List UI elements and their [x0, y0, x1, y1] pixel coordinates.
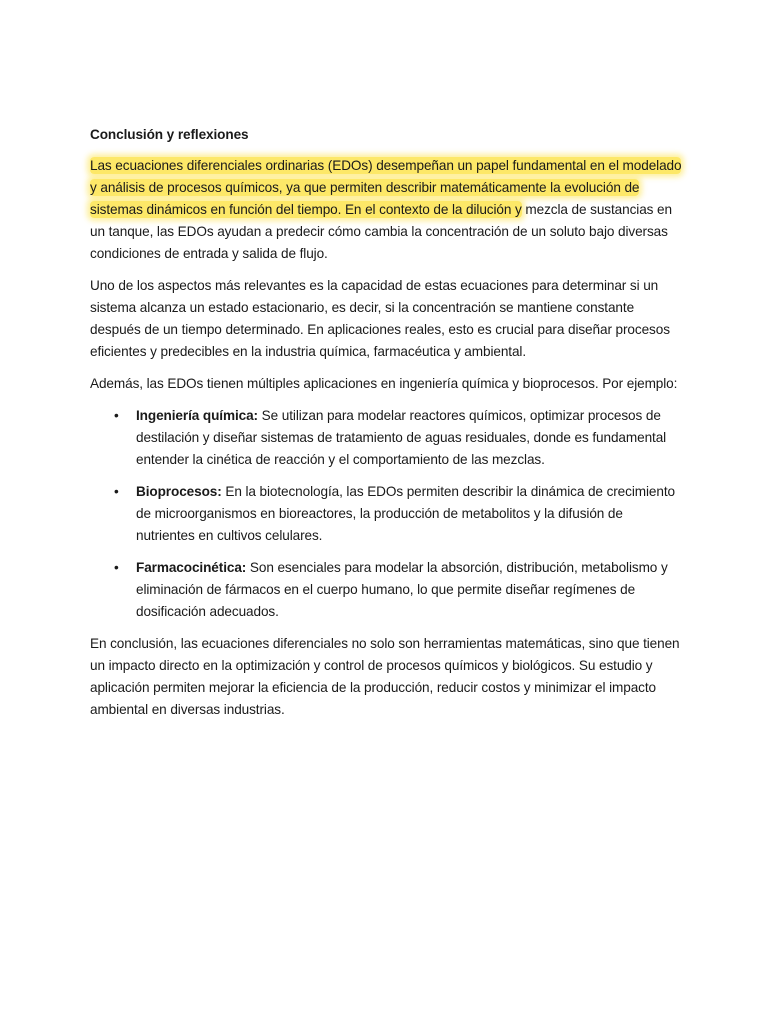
steady-state-paragraph: Uno de los aspectos más relevantes es la capacidad de estas ecuaciones para determinar si un sistema alcanza un estado estacionario, es decir, si la concentración se mantiene constante después de un tiempo determinado. En aplicaciones reales, esto es crucial para diseñar procesos eficientes y predecibles en la industria química, farmacéutica y ambiental. [90, 278, 670, 359]
list-item-bioprocesses [90, 481, 682, 547]
list-item-chemical-engineering [90, 405, 682, 471]
bullet-text: En la biotecnología, las EDOs permiten describir la dinámica de crecimiento de microorganismos en bioreactores, la producción de metabolitos y la difusión de nutrientes en cultivos celulares. [136, 484, 675, 543]
bullet-text: Se utilizan para modelar reactores químicos, optimizar procesos de destilación y diseñar sistemas de tratamiento de aguas residuales, donde es fundamental entender la cinética de reacción y el comportamiento de las mezclas. [136, 408, 667, 467]
conclusion-paragraph: En conclusión, las ecuaciones diferenciales no solo son herramientas matemáticas, sino que tienen un impacto directo en la optimización y control de procesos químicos y biológicos. Su estudio y aplicación permiten mejorar la eficiencia de la producción, reducir costos y minimizar el impacto ambiental en diversas industrias. [90, 636, 680, 717]
intro-paragraph [90, 155, 682, 265]
highlighted-text: Las ecuaciones diferenciales ordinarias (EDOs) desempeñan un papel fundamental en el modelado y análisis de procesos químicos, ya que permiten describir matemáticamente la evolución de sistemas dinámicos en función del tiempo. En el contexto de la dilución y [90, 158, 682, 217]
section-heading: Conclusión y reflexiones [90, 127, 249, 142]
bullet-marker: • [114, 408, 119, 423]
list-item-pharmacokinetics [90, 557, 682, 623]
bullet-term: Farmacocinética: [136, 560, 247, 575]
bullet-term: Bioprocesos: [136, 484, 222, 499]
bullet-text: Son esenciales para modelar la absorción, distribución, metabolismo y eliminación de fármacos en el cuerpo humano, lo que permite diseñar regímenes de dosificación adecuados. [136, 560, 668, 619]
bullet-marker: • [114, 484, 119, 499]
bullet-marker: • [114, 560, 119, 575]
bullet-term: Ingeniería química: [136, 408, 258, 423]
applications-list [90, 405, 682, 623]
intro-paragraph-rest: mezcla de sustancias en un tanque, las EDOs ayudan a predecir cómo cambia la concentración de un soluto bajo diversas condiciones de entrada y salida de flujo. [90, 202, 672, 261]
document-page [90, 124, 682, 731]
applications-intro-paragraph: Además, las EDOs tienen múltiples aplicaciones en ingeniería química y bioprocesos. Por ejemplo: [90, 376, 678, 391]
